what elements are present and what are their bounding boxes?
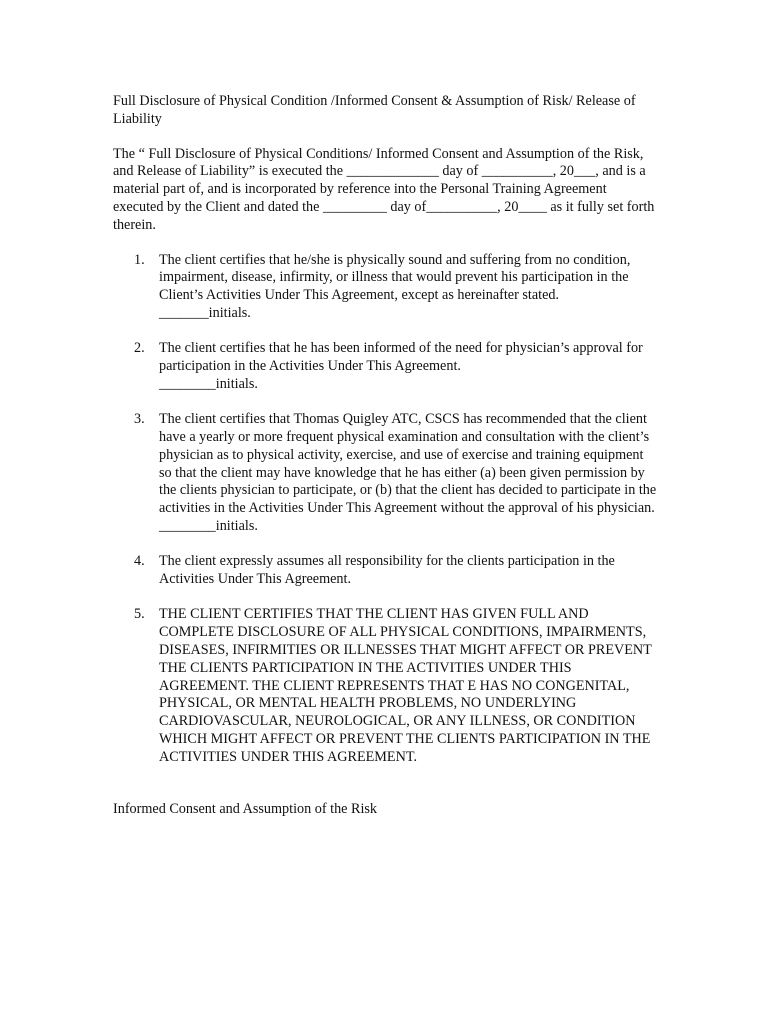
item-number: 5. [134,606,145,623]
document-page [113,93,658,818]
item-text: THE CLIENT CERTIFIES THAT THE CLIENT HAS GIVEN FULL AND COMPLETE DISCLOSURE OF ALL PHYSICAL CONDITIONS, IMPAIRMENTS, DISEASES, INFIRMITIES OR ILLNESSES THAT MIGHT AFFECT OR PREVENT THE CLIENTS PARTICIPATION IN THE ACTIVITIES UNDER THIS AGREEMENT. THE CLIENT REPRESENTS THAT E HAS NO CONGENITAL, PHYSICAL, OR MENTAL HEALTH PROBLEMS, NO UNDERLYING CARDIOVASCULAR, NEUROLOGICAL, OR ANY ILLNESS, OR CONDITION WHICH MIGHT AFFECT OR PREVENT THE CLIENTS PARTICIPATION IN THE ACTIVITIES UNDER THIS AGREEMENT. [159,606,652,765]
document-title: Full Disclosure of Physical Condition /Informed Consent & Assumption of Risk/ Release of Liability [113,93,636,127]
item-text: The client certifies that he has been informed of the need for physician’s approval for participation in the Activities Under This Agreement. [159,340,643,375]
item-text: The client certifies that Thomas Quigley ATC, CSCS has recommended that the client have a yearly or more frequent physical examination and consultation with the client’s physician as to physical activity, exercise, and use of exercise and training equipment so that the client may have knowledge that he has either (a) been given permission by the clients physician to participate, or (b) that the client has decided to participate in the activities in the Activities Under This Agreement without the approval of his physician. [159,411,657,517]
section-heading: Informed Consent and Assumption of the Risk [113,800,378,817]
item-number: 2. [134,340,145,357]
item-text: The client certifies that he/she is physically sound and suffering from no condition, impairment, disease, infirmity, or illness that would prevent his participation in the Client’s Activities Under This Agreement, except as hereinafter stated. [159,251,631,304]
list-item [113,340,658,393]
intro-paragraph: The “ Full Disclosure of Physical Conditions/ Informed Consent and Assumption of the Risk, and Release of Liability” is executed the _____________ day of __________, 20___, and is a material part of, and is incorporated by reference into the Personal Training Agreement executed by the Client and dated the _________ day of__________, 20____ as it fully set forth therein. [113,145,655,233]
item-number: 1. [134,251,145,268]
list-item [113,411,658,536]
certification-list [113,252,658,767]
item-number: 4. [134,553,145,570]
item-number: 3. [134,411,145,428]
initials-line: ________initials. [159,517,258,534]
list-item [113,606,658,766]
list-item [113,252,658,323]
initials-line: ________initials. [159,375,258,392]
initials-line: _______initials. [159,304,251,321]
item-text: The client expressly assumes all responsibility for the clients participation in the Activities Under This Agreement. [159,553,615,588]
list-item [113,553,658,589]
